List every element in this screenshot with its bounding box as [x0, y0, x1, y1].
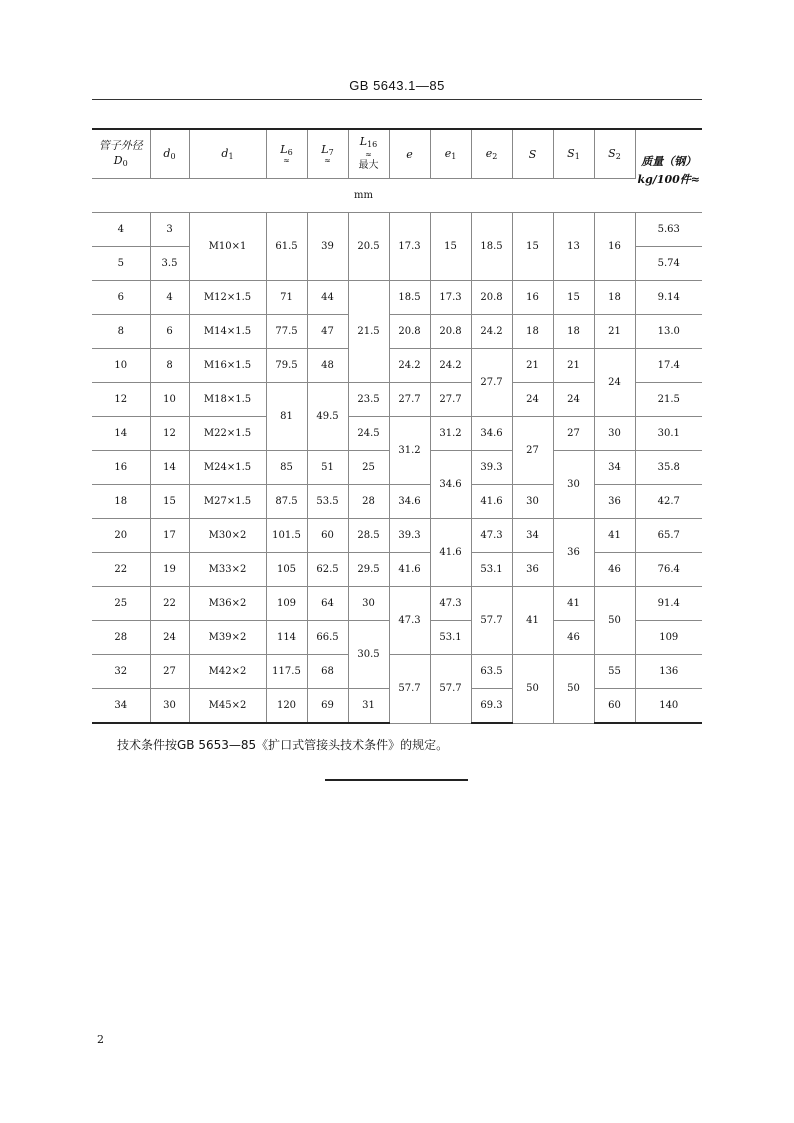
end-divider [325, 779, 468, 781]
cell-e: 17.3 [389, 213, 430, 281]
cell-l7: 66.5 [307, 621, 348, 655]
cell-e1: 53.1 [430, 621, 471, 655]
cell-l6: 101.5 [266, 519, 307, 553]
cell-l6: 105 [266, 553, 307, 587]
cell-l16: 21.5 [348, 281, 389, 383]
cell-e: 47.3 [389, 587, 430, 655]
cell-s1: 30 [553, 451, 594, 519]
cell-l7: 47 [307, 315, 348, 349]
cell-e2: 57.7 [471, 587, 512, 655]
cell-d1: M24×1.5 [189, 451, 266, 485]
cell-d0-od: 14 [92, 417, 150, 451]
cell-l6: 71 [266, 281, 307, 315]
cell-d0-od: 34 [92, 689, 150, 724]
cell-mass: 42.7 [635, 485, 702, 519]
col-e1: $e_1$ [430, 129, 471, 179]
cell-l6: 114 [266, 621, 307, 655]
cell-s2: 41 [594, 519, 635, 553]
cell-d0-od: 20 [92, 519, 150, 553]
page-number: 2 [97, 1033, 104, 1046]
cell-d0-od: 8 [92, 315, 150, 349]
table-unit-row [92, 179, 702, 213]
cell-d0-od: 6 [92, 281, 150, 315]
cell-e: 18.5 [389, 281, 430, 315]
cell-s1: 27 [553, 417, 594, 451]
cell-l16: 20.5 [348, 213, 389, 281]
cell-d1: M39×2 [189, 621, 266, 655]
table-row [92, 315, 702, 349]
cell-d0-od: 4 [92, 213, 150, 247]
cell-s: 21 [512, 349, 553, 383]
cell-e2: 53.1 [471, 553, 512, 587]
col-s: S [512, 129, 553, 179]
cell-l6: 77.5 [266, 315, 307, 349]
col-s1: $S_1$ [553, 129, 594, 179]
cell-l6: 85 [266, 451, 307, 485]
cell-l7: 60 [307, 519, 348, 553]
cell-s2: 18 [594, 281, 635, 315]
unit-label: mm [92, 179, 635, 213]
cell-l6: 109 [266, 587, 307, 621]
cell-e1: 24.2 [430, 349, 471, 383]
table-row [92, 417, 702, 451]
cell-mass: 13.0 [635, 315, 702, 349]
cell-l7: 48 [307, 349, 348, 383]
cell-d0-od: 12 [92, 383, 150, 417]
col-e: e [389, 129, 430, 179]
col-d0: $d_0$ [150, 129, 189, 179]
cell-s2: 46 [594, 553, 635, 587]
cell-e1: 17.3 [430, 281, 471, 315]
cell-d1: M45×2 [189, 689, 266, 724]
cell-d1: M33×2 [189, 553, 266, 587]
col-d1: $d_1$ [189, 129, 266, 179]
cell-e: 31.2 [389, 417, 430, 485]
cell-mass: 9.14 [635, 281, 702, 315]
cell-s: 50 [512, 655, 553, 724]
cell-d0: 12 [150, 417, 189, 451]
cell-e1: 31.2 [430, 417, 471, 451]
document-header: GB 5643.1—85 [349, 78, 445, 93]
cell-mass: 5.63 [635, 213, 702, 247]
cell-e: 20.8 [389, 315, 430, 349]
cell-s2: 36 [594, 485, 635, 519]
cell-e: 39.3 [389, 519, 430, 553]
cell-l16: 30 [348, 587, 389, 621]
cell-e2: 47.3 [471, 519, 512, 553]
cell-l16: 30.5 [348, 621, 389, 689]
cell-mass: 65.7 [635, 519, 702, 553]
cell-e2: 18.5 [471, 213, 512, 281]
cell-d0: 15 [150, 485, 189, 519]
cell-d0: 17 [150, 519, 189, 553]
cell-d1: M22×1.5 [189, 417, 266, 451]
cell-s2: 60 [594, 689, 635, 724]
cell-d0: 3 [150, 213, 189, 247]
cell-l16: 25 [348, 451, 389, 485]
cell-s2: 55 [594, 655, 635, 689]
cell-l7: 69 [307, 689, 348, 724]
cell-e1: 34.6 [430, 451, 471, 519]
cell-l6: 79.5 [266, 349, 307, 383]
cell-e: 57.7 [389, 655, 430, 724]
cell-s2: 21 [594, 315, 635, 349]
header-divider [92, 99, 702, 100]
cell-e: 34.6 [389, 485, 430, 519]
cell-s: 27 [512, 417, 553, 485]
cell-l6: 120 [266, 689, 307, 724]
cell-s1: 13 [553, 213, 594, 281]
cell-d0-od: 25 [92, 587, 150, 621]
cell-l6: 81 [266, 383, 307, 451]
table-row [92, 655, 702, 689]
cell-e: 27.7 [389, 383, 430, 417]
cell-l16: 31 [348, 689, 389, 724]
cell-s1: 41 [553, 587, 594, 621]
cell-s: 18 [512, 315, 553, 349]
cell-d0-od: 16 [92, 451, 150, 485]
cell-s2: 50 [594, 587, 635, 655]
cell-mass: 140 [635, 689, 702, 724]
cell-d0: 30 [150, 689, 189, 724]
cell-s1: 21 [553, 349, 594, 383]
col-e2: $e_2$ [471, 129, 512, 179]
cell-d1: M10×1 [189, 213, 266, 281]
table-row [92, 349, 702, 383]
cell-s: 34 [512, 519, 553, 553]
cell-d0: 14 [150, 451, 189, 485]
cell-s: 30 [512, 485, 553, 519]
cell-l7: 51 [307, 451, 348, 485]
cell-d1: M27×1.5 [189, 485, 266, 519]
cell-s1: 18 [553, 315, 594, 349]
cell-l7: 62.5 [307, 553, 348, 587]
cell-l16: 24.5 [348, 417, 389, 451]
cell-d0-od: 28 [92, 621, 150, 655]
cell-d1: M16×1.5 [189, 349, 266, 383]
cell-e2: 41.6 [471, 485, 512, 519]
cell-mass: 109 [635, 621, 702, 655]
cell-s1: 24 [553, 383, 594, 417]
table-row [92, 553, 702, 587]
cell-s2: 34 [594, 451, 635, 485]
cell-mass: 76.4 [635, 553, 702, 587]
cell-s: 24 [512, 383, 553, 417]
cell-d0-od: 22 [92, 553, 150, 587]
cell-e1: 41.6 [430, 519, 471, 587]
col-s2: $S_2$ [594, 129, 635, 179]
cell-e2: 39.3 [471, 451, 512, 485]
cell-e1: 47.3 [430, 587, 471, 621]
col-l7: $L_7$ ≈ [307, 129, 348, 179]
cell-e1: 57.7 [430, 655, 471, 724]
cell-d0: 24 [150, 621, 189, 655]
cell-d0: 3.5 [150, 247, 189, 281]
cell-d1: M36×2 [189, 587, 266, 621]
cell-l7: 68 [307, 655, 348, 689]
cell-l7: 39 [307, 213, 348, 281]
cell-e2: 63.5 [471, 655, 512, 689]
cell-s2: 16 [594, 213, 635, 281]
cell-e2: 24.2 [471, 315, 512, 349]
cell-d0: 19 [150, 553, 189, 587]
cell-l7: 49.5 [307, 383, 348, 451]
table-row [92, 519, 702, 553]
cell-s2: 30 [594, 417, 635, 451]
cell-l7: 64 [307, 587, 348, 621]
cell-l7: 44 [307, 281, 348, 315]
cell-mass: 5.74 [635, 247, 702, 281]
cell-s1: 50 [553, 655, 594, 724]
cell-s1: 15 [553, 281, 594, 315]
cell-d0: 6 [150, 315, 189, 349]
cell-l16: 29.5 [348, 553, 389, 587]
table-header-row [92, 129, 702, 179]
table-row [92, 281, 702, 315]
cell-e2: 27.7 [471, 349, 512, 417]
cell-d1: M18×1.5 [189, 383, 266, 417]
cell-d1: M30×2 [189, 519, 266, 553]
dimension-table [92, 128, 702, 724]
cell-l16: 28 [348, 485, 389, 519]
cell-d0: 8 [150, 349, 189, 383]
cell-e1: 20.8 [430, 315, 471, 349]
cell-e2: 34.6 [471, 417, 512, 451]
cell-d0: 10 [150, 383, 189, 417]
cell-s: 36 [512, 553, 553, 587]
cell-l6: 87.5 [266, 485, 307, 519]
cell-d1: M14×1.5 [189, 315, 266, 349]
cell-d0: 4 [150, 281, 189, 315]
technical-note: 技术条件按GB 5653—85《扩口式管接头技术条件》的规定。 [117, 738, 449, 752]
cell-d0-od: 10 [92, 349, 150, 383]
cell-l7: 53.5 [307, 485, 348, 519]
cell-d0: 22 [150, 587, 189, 621]
table-row [92, 213, 702, 247]
cell-l16: 28.5 [348, 519, 389, 553]
cell-l16: 23.5 [348, 383, 389, 417]
cell-mass: 30.1 [635, 417, 702, 451]
cell-s: 41 [512, 587, 553, 655]
table-row [92, 485, 702, 519]
cell-s1: 46 [553, 621, 594, 655]
cell-mass: 136 [635, 655, 702, 689]
cell-s1: 36 [553, 519, 594, 587]
cell-d0-od: 32 [92, 655, 150, 689]
cell-l6: 117.5 [266, 655, 307, 689]
cell-e2: 20.8 [471, 281, 512, 315]
cell-s2: 24 [594, 349, 635, 417]
cell-s: 16 [512, 281, 553, 315]
col-mass: 质量（钢） kg/100件≈ [635, 129, 702, 213]
cell-d1: M42×2 [189, 655, 266, 689]
cell-d1: M12×1.5 [189, 281, 266, 315]
cell-e1: 27.7 [430, 383, 471, 417]
cell-mass: 17.4 [635, 349, 702, 383]
col-l16: $L_{16}$ ≈ 最大 [348, 129, 389, 179]
cell-d0: 27 [150, 655, 189, 689]
cell-s: 15 [512, 213, 553, 281]
cell-e: 24.2 [389, 349, 430, 383]
cell-d0-od: 18 [92, 485, 150, 519]
table-row [92, 587, 702, 621]
cell-e1: 15 [430, 213, 471, 281]
col-pipe-od: 管子外径 $D_0$ [92, 129, 150, 179]
cell-mass: 35.8 [635, 451, 702, 485]
cell-mass: 91.4 [635, 587, 702, 621]
cell-e: 41.6 [389, 553, 430, 587]
cell-l6: 61.5 [266, 213, 307, 281]
cell-mass: 21.5 [635, 383, 702, 417]
cell-e2: 69.3 [471, 689, 512, 724]
col-l6: $L_6$ ≈ [266, 129, 307, 179]
cell-d0-od: 5 [92, 247, 150, 281]
